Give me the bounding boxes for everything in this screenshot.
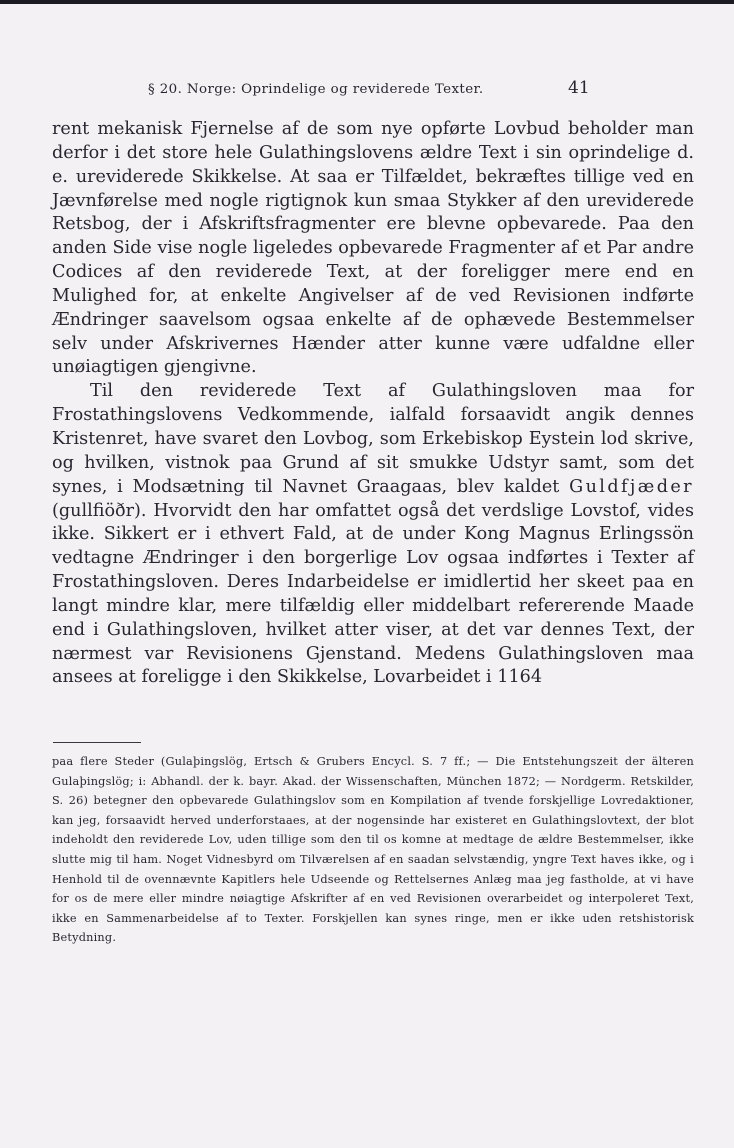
term-guldfjaeder: Guldfjæder (569, 476, 694, 497)
footnote-text: paa flere Steder (Gulaþingslög, Ertsch & Grubers Encycl. S. 7 ff.; — Die Entstehungszeit der älteren Gulaþingslög; i: Abhandl. der k. bayr. Akad. der Wissenschaften, München 1872; — Nordgerm. Retskilder, S. 26) betegner den opbevarede Gulathingslov som en Kompilation af tvende forskjellige Lovredaktioner, kan jeg, forsaavidt herved underforstaaes, at der nogensinde har existeret en Gulathingslovtext, der blot indeholdt den reviderede Lov, uden tillige som den til os komne at medtage de ældre Bestemmelser, ikke slutte mig til ham. Noget Vidnesbyrd om Tilværelsen af en saadan selvstændig, yngre Text haves ikke, og i Henhold til de ovennævnte Kapitlers hele Udseende og Rettelsernes Anlæg maa jeg fastholde, at vi have for os de mere eller mindre nøiagtige Afskrifter af en ved Revisionen overarbeidet og interpoleret Text, ikke en Sammenarbeidelse af to Texter. Forskjellen kan synes ringe, men er ikke uden retshistorisk Betydning. (52, 755, 694, 945)
page-header (52, 76, 692, 104)
page-number: 41 (568, 78, 590, 98)
paragraph-2-part-1: Til den reviderede Text af Gulathingsloven maa for Frostathingslovens Vedkommende, ialfald forsaavidt angik dennes Kristenret, have svaret den Lovbog, som Erkebiskop Eystein lod skrive, og hvilken, vistnok paa Grund af sit smukke Udstyr samt, som det synes, i Modsætning til Navnet Graagaas, blev kaldet (52, 381, 694, 497)
body-text (52, 118, 694, 690)
footnote (52, 752, 694, 948)
footnote-divider (53, 742, 141, 743)
scan-top-edge (0, 0, 734, 4)
running-title: § 20. Norge: Oprindelige og reviderede Texter. (148, 82, 484, 97)
paragraph-2 (52, 380, 694, 690)
paragraph-2-part-2: (gullfiöðr). Hvorvidt den har omfattet også det verdslige Lovstof, vides ikke. Sikkert er i ethvert Fald, at de under Kong Magnus Erlingssön vedtagne Ændringer i den borgerlige Lov ogsaa indførtes i Texter af Frostathingsloven. Deres Indarbeidelse er imidlertid her skeet paa en langt mindre klar, mere tilfældig eller middelbart refererende Maade end i Gulathingsloven, hvilket atter viser, at det var dennes Text, der nærmest var Revisionens Gjenstand. Medens Gulathingsloven maa ansees at foreligge i den Skikkelse, Lovarbeidet i 1164 (52, 500, 694, 688)
paragraph-1: rent mekanisk Fjernelse af de som nye opførte Lovbud beholder man derfor i det store hele Gulathingslovens ældre Text i sin oprindelige d. e. ureviderede Skikkelse. At saa er Tilfældet, bekræftes tillige ved en Jævnførelse med nogle rigtignok kun smaa Stykker af den ureviderede Retsbog, der i Afskriftsfragmenter ere blevne opbevarede. Paa den anden Side vise nogle ligeledes opbevarede Fragmenter af et Par andre Codices af den reviderede Text, at der foreligger mere end en Mulighed for, at enkelte Angivelser af de ved Revisionen indførte Ændringer saavelsom ogsaa enkelte af de ophævede Bestemmelser selv under Afskrivernes Hænder atter kunne være udfaldne eller unøiagtigen gjengivne. (52, 119, 694, 378)
